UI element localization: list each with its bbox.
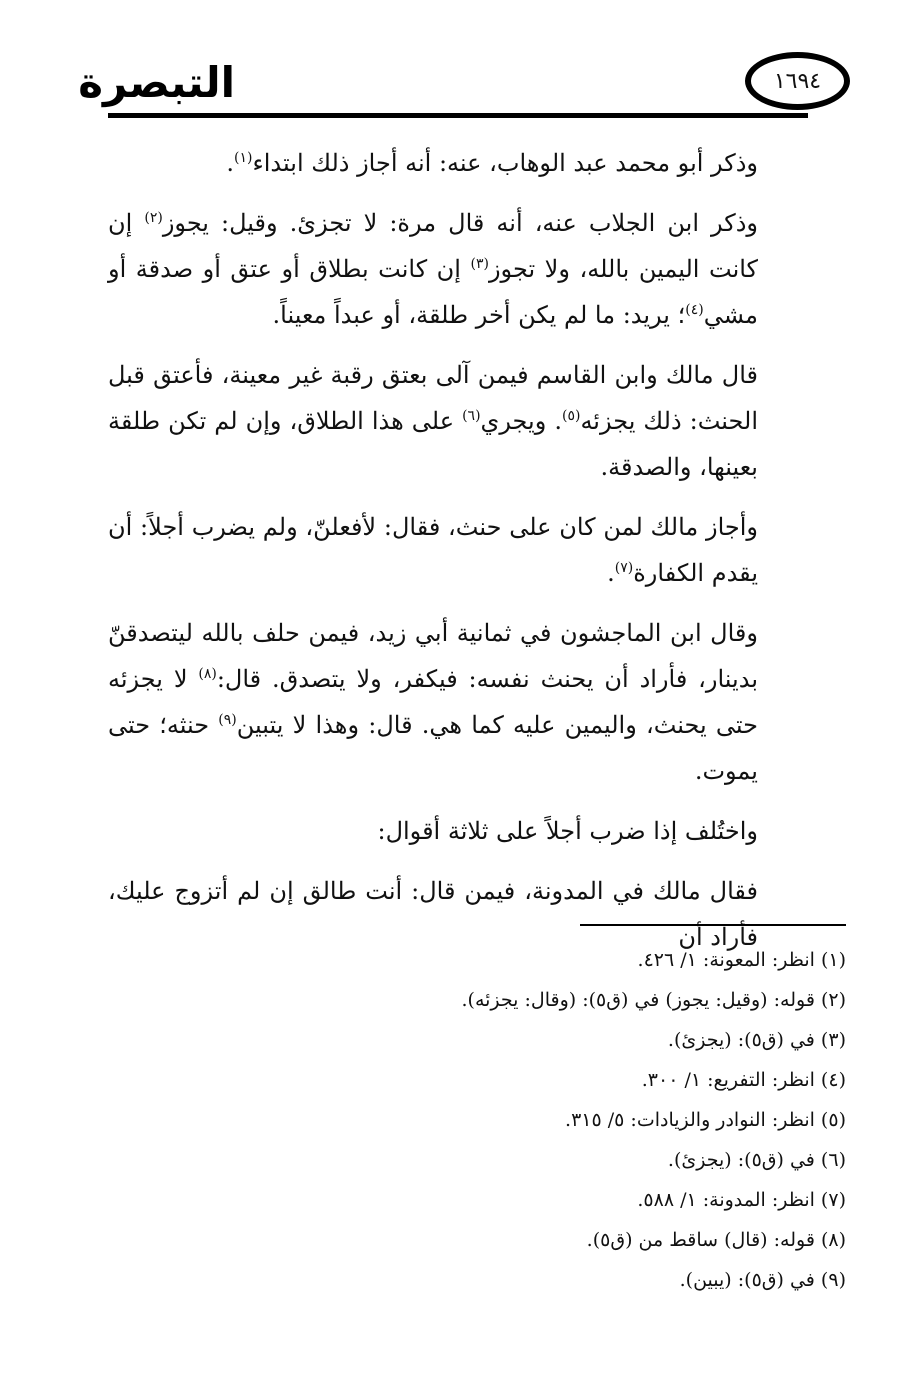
footnote-item: (١) انظر: المعونة: ١/ ٤٢٦. (637, 949, 846, 971)
footnote-ref: (٦) (462, 408, 481, 424)
footnote-ref: (٢) (144, 210, 163, 226)
footnote-item: (٨) قوله: (قال) ساقط من (ق٥). (586, 1229, 846, 1251)
footnote-ref: (٤) (685, 302, 704, 318)
main-text (108, 140, 808, 974)
footnote-item: (٢) قوله: (وقيل: يجوز) في (ق٥): (وقال: يجزئه). (461, 989, 846, 1011)
footnote-item: (٩) في (ق٥): (يبين). (679, 1269, 846, 1291)
footnotes (108, 940, 846, 1300)
footnote-ref: (٨) (198, 666, 217, 682)
footnote-item: (٣) في (ق٥): (يجزئ). (667, 1029, 846, 1051)
paragraph-7: فقال مالك في المدونة، فيمن قال: أنت طالق إن لم أتزوج عليك، فأراد أن (108, 877, 758, 951)
footnote-item: (٤) انظر: التفريع: ١/ ٣٠٠. (641, 1069, 846, 1091)
paragraph-6: واختُلف إذا ضرب أجلاً على ثلاثة أقوال: (377, 817, 758, 845)
footnote-separator (580, 924, 846, 926)
page-number: ١٦٩٤ (745, 52, 850, 110)
paragraph-1: وذكر أبو محمد عبد الوهاب، عنه: أنه أجاز ذلك ابتداء$^{(١)}$. (226, 149, 758, 177)
paragraph-5: وقال ابن الماجشون في ثمانية أبي زيد، فيمن حلف بالله ليتصدقنّ بدينار، فأراد أن يحنث نفسه: فيكفر، ولا يتصدق. قال:$^{(٨)}$ لا يجزئه حتى يحنث، واليمين عليه كما هي. قال: وهذا لا يتبين$^{(٩)}$ حنثه؛ حتى يموت. (108, 619, 759, 785)
footnote-ref: (٣) (470, 256, 489, 272)
paragraph-3: قال مالك وابن القاسم فيمن آلى بعتق رقبة غير معينة، فأعتق قبل الحنث: ذلك يجزئه$^{(٥)}$. ويجري$^{(٦)}$ على هذا الطلاق، وإن لم تكن طلقة بعينها، والصدقة. (108, 361, 759, 481)
header-rule (108, 113, 808, 118)
footnote-item: (٧) انظر: المدونة: ١/ ٥٨٨. (637, 1189, 846, 1211)
book-title: التبصرة (78, 58, 235, 107)
footnote-ref: (٥) (561, 408, 581, 424)
footnote-item: (٦) في (ق٥): (يجزئ). (667, 1149, 846, 1171)
footnote-ref: (٧) (614, 560, 634, 576)
page-header (0, 0, 914, 125)
footnote-ref: (١) (234, 150, 253, 166)
paragraph-2: وذكر ابن الجلاب عنه، أنه قال مرة: لا تجزئ. وقيل: يجوز$^{(٢)}$ إن كانت اليمين بالله، ولا تجوز$^{(٣)}$ إن كانت بطلاق أو عتق أو صدقة أو مشي$^{(٤)}$؛ يريد: ما لم يكن أخر طلقة، أو عبداً معيناً. (108, 209, 758, 329)
footnote-item: (٥) انظر: النوادر والزيادات: ٥/ ٣١٥. (565, 1109, 846, 1131)
footnote-ref: (٩) (218, 712, 237, 728)
paragraph-4: وأجاز مالك لمن كان على حنث، فقال: لأفعلنّ، ولم يضرب أجلاً: أن يقدم الكفارة$^{(٧)}$. (108, 513, 758, 587)
